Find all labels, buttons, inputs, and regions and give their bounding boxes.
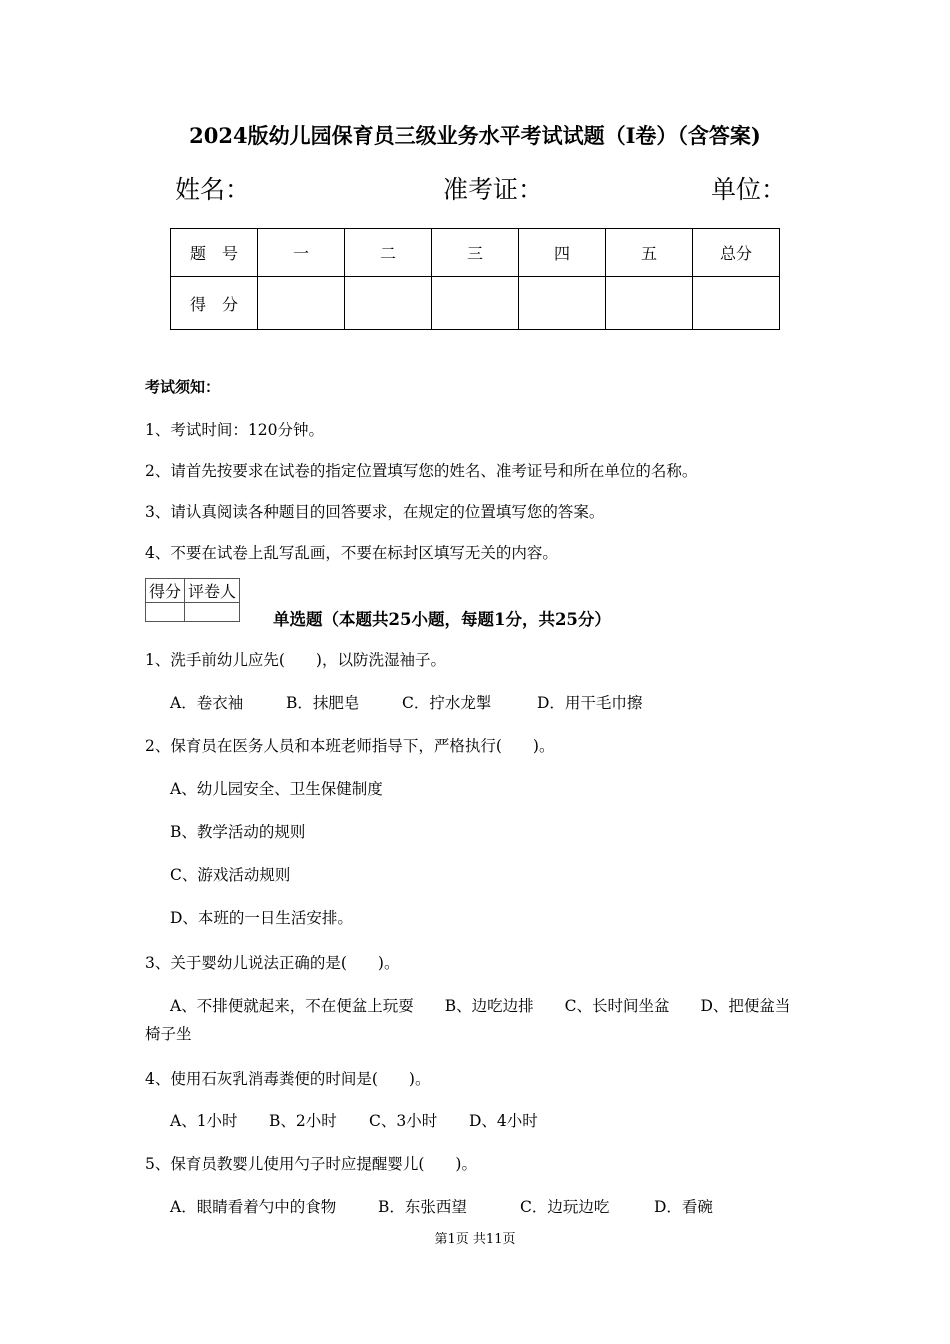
notice-item: 2、请首先按要求在试卷的指定位置填写您的姓名、准考证号和所在单位的名称。 <box>145 462 698 480</box>
score-header-cell: 四 <box>519 229 606 277</box>
question-option: B．抹肥皂 <box>286 694 360 712</box>
grader-reviewer-cell[interactable] <box>185 603 240 622</box>
score-table <box>170 228 780 330</box>
score-entry-cell[interactable] <box>258 277 345 330</box>
notice-heading: 考试须知： <box>145 378 221 396</box>
score-header-cell: 三 <box>432 229 519 277</box>
section-title: 单选题（本题共25小题，每题1分，共25分） <box>273 610 611 629</box>
notice-item: 1、考试时间：120分钟。 <box>145 421 324 439</box>
score-header-cell: 一 <box>258 229 345 277</box>
question-option: D．用干毛巾擦 <box>537 694 643 712</box>
question-option-line: 椅子坐 <box>145 1025 192 1043</box>
score-header-cell: 五 <box>606 229 693 277</box>
score-header-cell: 总分 <box>693 229 780 277</box>
score-entry-cell[interactable] <box>519 277 606 330</box>
page-footer: 第1页 共11页 <box>434 1232 516 1247</box>
grader-table <box>145 578 240 622</box>
score-entry-cell[interactable] <box>432 277 519 330</box>
score-table-header-row <box>171 229 780 277</box>
grader-reviewer-label: 评卷人 <box>185 579 240 603</box>
question-stem: 1、洗手前幼儿应先( )，以防洗湿袖子。 <box>145 651 446 669</box>
question-stem: 3、关于婴幼儿说法正确的是( )。 <box>145 954 400 972</box>
document-title: 2024版幼儿园保育员三级业务水平考试试题（I卷）（含答案) <box>189 123 761 148</box>
question-option: D、本班的一日生活安排。 <box>170 909 353 927</box>
question-option: B、2小时 <box>269 1112 337 1130</box>
grader-score-cell[interactable] <box>146 603 185 622</box>
question-option-line: A、不排便就起来，不在便盆上玩耍 B、边吃边排 C、长时间坐盆 D、把便盆当 <box>170 997 791 1015</box>
score-entry-cell[interactable] <box>606 277 693 330</box>
question-option: C．拧水龙掣 <box>402 694 492 712</box>
notice-item: 4、不要在试卷上乱写乱画，不要在标封区填写无关的内容。 <box>145 544 558 562</box>
score-header-cell: 题 号 <box>171 229 258 277</box>
question-stem: 2、保育员在医务人员和本班老师指导下，严格执行( )。 <box>145 737 555 755</box>
exam-id-field-label: 准考证： <box>443 175 544 204</box>
question-option: C．边玩边吃 <box>520 1198 610 1216</box>
score-row-label: 得 分 <box>171 277 258 330</box>
question-option: B．东张西望 <box>378 1198 467 1216</box>
question-option: B、教学活动的规则 <box>170 823 306 841</box>
grader-score-label: 得分 <box>146 579 185 603</box>
question-stem: 5、保育员教婴儿使用勺子时应提醒婴儿( )。 <box>145 1155 477 1173</box>
score-header-cell: 二 <box>345 229 432 277</box>
score-entry-cell[interactable] <box>345 277 432 330</box>
score-entry-cell[interactable] <box>693 277 780 330</box>
notice-item: 3、请认真阅读各种题目的回答要求，在规定的位置填写您的答案。 <box>145 503 605 521</box>
question-option: A、幼儿园安全、卫生保健制度 <box>170 780 383 798</box>
question-option: A、1小时 <box>170 1112 238 1130</box>
question-option: D．看碗 <box>654 1198 713 1216</box>
unit-field-label: 单位： <box>711 175 787 204</box>
question-option: C、游戏活动规则 <box>170 866 291 884</box>
question-option: D、4小时 <box>469 1112 538 1130</box>
score-table-score-row <box>171 277 780 330</box>
question-stem: 4、使用石灰乳消毒粪便的时间是( )。 <box>145 1070 431 1088</box>
name-field-label: 姓名： <box>175 175 251 204</box>
question-option: A．眼睛看着勺中的食物 <box>170 1198 337 1216</box>
question-option: C、3小时 <box>369 1112 438 1130</box>
question-option: A．卷衣袖 <box>170 694 244 712</box>
